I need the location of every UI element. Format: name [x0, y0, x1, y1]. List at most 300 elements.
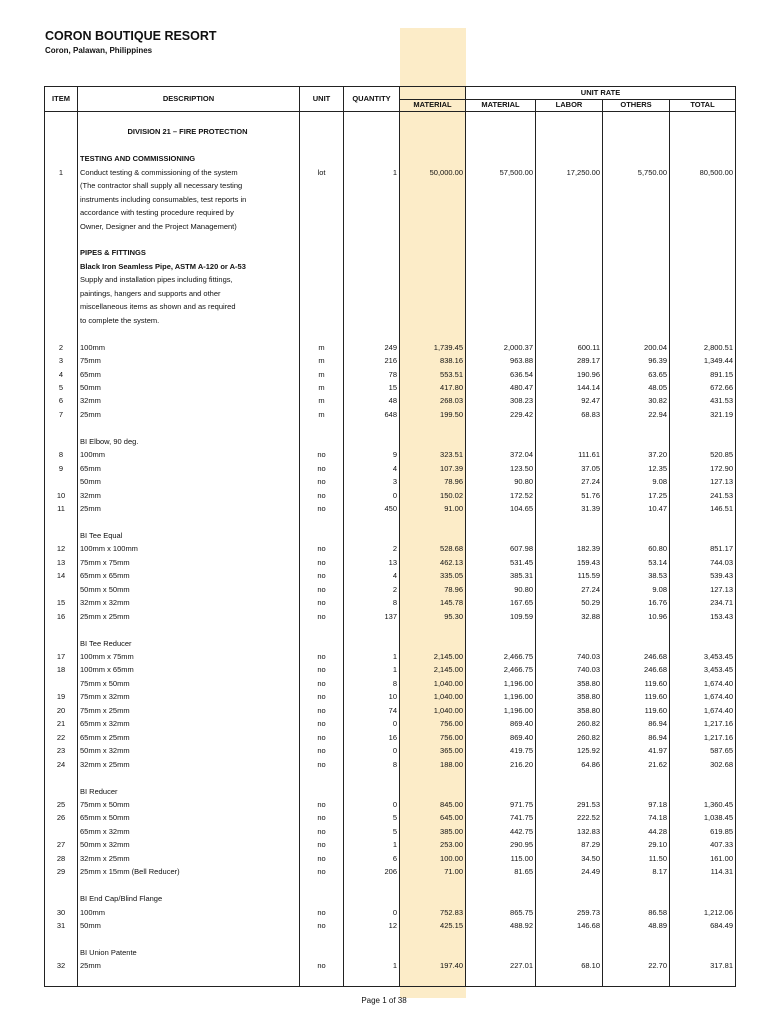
cell-mat-hl: [400, 327, 466, 340]
cell-mat-hl: 385.00: [400, 825, 466, 838]
cell-others: [603, 933, 670, 946]
cell-desc: 50mm x 32mm: [78, 838, 300, 851]
page-number: Page 1 of 38: [361, 996, 407, 1005]
table-row: [45, 368, 736, 381]
table-row: [45, 596, 736, 609]
cell-others: [603, 300, 670, 313]
cell-unit: [300, 421, 344, 434]
cell-desc: 25mm x 25mm: [78, 610, 300, 623]
cell-mat-hl: 107.39: [400, 462, 466, 475]
cell-item: [45, 233, 78, 246]
description-row: [45, 529, 736, 542]
cell-others: [603, 529, 670, 542]
cell-unit: [300, 287, 344, 300]
cell-mat: [466, 300, 536, 313]
cell-item: 23: [45, 744, 78, 757]
cell-labor: 289.17: [536, 354, 603, 367]
table-row: [45, 838, 736, 851]
cell-total: [670, 421, 736, 434]
table-row: [45, 677, 736, 690]
cell-mat-hl: [400, 246, 466, 259]
cell-desc: miscellaneous items as shown and as required: [78, 300, 300, 313]
cell-mat: 385.31: [466, 569, 536, 582]
cell-qty: 0: [344, 717, 400, 730]
spacer-row: [45, 233, 736, 246]
cell-total: [670, 435, 736, 448]
cell-qty: 648: [344, 408, 400, 421]
cell-labor: [536, 623, 603, 636]
cell-mat-hl: 425.15: [400, 919, 466, 932]
cell-unit: no: [300, 556, 344, 569]
cell-item: 30: [45, 906, 78, 919]
table-row: [45, 731, 736, 744]
cell-others: [603, 516, 670, 529]
cell-others: [603, 287, 670, 300]
cell-labor: 92.47: [536, 394, 603, 407]
cell-mat-hl: 365.00: [400, 744, 466, 757]
cell-others: [603, 314, 670, 327]
cell-qty: [344, 260, 400, 273]
cell-mat-hl: 95.30: [400, 610, 466, 623]
cell-desc: paintings, hangers and supports and other: [78, 287, 300, 300]
cell-unit: [300, 300, 344, 313]
cell-others: 10.96: [603, 610, 670, 623]
cell-mat-hl: [400, 193, 466, 206]
cell-total: 587.65: [670, 744, 736, 757]
cell-mat: 123.50: [466, 462, 536, 475]
cell-desc: 100mm: [78, 448, 300, 461]
cell-total: [670, 206, 736, 219]
cell-mat-hl: 528.68: [400, 542, 466, 555]
cell-total: 407.33: [670, 838, 736, 851]
cell-mat: 90.80: [466, 475, 536, 488]
cell-desc: 25mm: [78, 959, 300, 972]
cell-item: [45, 879, 78, 892]
cell-total: [670, 892, 736, 905]
cell-item: 10: [45, 489, 78, 502]
cell-mat: [466, 421, 536, 434]
cell-mat-hl: 417.80: [400, 381, 466, 394]
cell-others: 74.18: [603, 811, 670, 824]
cell-labor: [536, 139, 603, 152]
cell-item: [45, 152, 78, 165]
cell-item: 9: [45, 462, 78, 475]
cell-mat: [466, 233, 536, 246]
cell-total: [670, 287, 736, 300]
cell-others: [603, 246, 670, 259]
cell-item: [45, 933, 78, 946]
cell-item: [45, 475, 78, 488]
cell-mat: 1,196.00: [466, 690, 536, 703]
cell-mat: 488.92: [466, 919, 536, 932]
cell-desc: BI Tee Equal: [78, 529, 300, 542]
cell-qty: 6: [344, 852, 400, 865]
cell-total: 1,674.40: [670, 677, 736, 690]
cell-item: 2: [45, 341, 78, 354]
cell-unit: [300, 246, 344, 259]
cell-qty: 5: [344, 825, 400, 838]
cell-others: 96.39: [603, 354, 670, 367]
cell-qty: [344, 300, 400, 313]
cell-unit: no: [300, 663, 344, 676]
cell-total: [670, 233, 736, 246]
cell-mat: [466, 139, 536, 152]
cell-desc: [78, 233, 300, 246]
description-row: [45, 273, 736, 286]
cell-unit: m: [300, 341, 344, 354]
description-row: [45, 125, 736, 138]
bill-of-quantities-table: [44, 86, 736, 987]
description-row: [45, 435, 736, 448]
cell-labor: 50.29: [536, 596, 603, 609]
cell-others: [603, 179, 670, 192]
cell-mat-hl: [400, 771, 466, 784]
cell-mat: [466, 112, 536, 126]
cell-labor: [536, 220, 603, 233]
cell-mat-hl: 1,040.00: [400, 704, 466, 717]
cell-unit: m: [300, 354, 344, 367]
cell-item: 6: [45, 394, 78, 407]
cell-mat: [466, 785, 536, 798]
cell-labor: 146.68: [536, 919, 603, 932]
cell-unit: no: [300, 825, 344, 838]
cell-item: 26: [45, 811, 78, 824]
cell-mat: [466, 260, 536, 273]
table-row: [45, 381, 736, 394]
cell-others: [603, 637, 670, 650]
cell-total: 80,500.00: [670, 166, 736, 179]
cell-total: 520.85: [670, 448, 736, 461]
cell-mat: 81.65: [466, 865, 536, 878]
cell-mat: 308.23: [466, 394, 536, 407]
cell-others: [603, 421, 670, 434]
cell-item: [45, 677, 78, 690]
cell-mat-hl: 145.78: [400, 596, 466, 609]
cell-qty: [344, 973, 400, 987]
cell-item: 17: [45, 650, 78, 663]
cell-labor: 190.96: [536, 368, 603, 381]
cell-unit: [300, 139, 344, 152]
cell-others: 48.89: [603, 919, 670, 932]
cell-others: 86.94: [603, 717, 670, 730]
cell-mat: 963.88: [466, 354, 536, 367]
cell-unit: [300, 435, 344, 448]
cell-item: [45, 193, 78, 206]
cell-mat: [466, 892, 536, 905]
cell-qty: [344, 435, 400, 448]
cell-item: [45, 421, 78, 434]
cell-mat-hl: 838.16: [400, 354, 466, 367]
header-unit: UNIT: [300, 87, 344, 112]
cell-unit: no: [300, 583, 344, 596]
cell-mat-hl: 645.00: [400, 811, 466, 824]
cell-labor: [536, 435, 603, 448]
cell-mat: [466, 879, 536, 892]
cell-qty: [344, 892, 400, 905]
cell-labor: [536, 125, 603, 138]
table-row: [45, 448, 736, 461]
cell-desc: 100mm x 75mm: [78, 650, 300, 663]
table-row: [45, 489, 736, 502]
cell-mat-hl: [400, 220, 466, 233]
cell-mat: 442.75: [466, 825, 536, 838]
cell-mat: 2,000.37: [466, 341, 536, 354]
spacer-row: [45, 973, 736, 987]
cell-item: [45, 973, 78, 987]
cell-others: 53.14: [603, 556, 670, 569]
cell-mat-hl: 335.05: [400, 569, 466, 582]
cell-desc: [78, 516, 300, 529]
table-row: [45, 744, 736, 757]
cell-total: [670, 946, 736, 959]
cell-labor: [536, 327, 603, 340]
cell-others: [603, 125, 670, 138]
cell-total: 2,800.51: [670, 341, 736, 354]
cell-others: [603, 623, 670, 636]
cell-total: 3,453.45: [670, 650, 736, 663]
cell-mat-hl: [400, 206, 466, 219]
cell-qty: 1: [344, 166, 400, 179]
cell-qty: 5: [344, 811, 400, 824]
cell-unit: [300, 314, 344, 327]
cell-mat-hl: 78.96: [400, 583, 466, 596]
description-row: [45, 314, 736, 327]
cell-qty: [344, 233, 400, 246]
cell-labor: 132.83: [536, 825, 603, 838]
cell-mat-hl: 1,739.45: [400, 341, 466, 354]
cell-labor: 31.39: [536, 502, 603, 515]
cell-mat: [466, 973, 536, 987]
cell-desc: instruments including consumables, test reports in: [78, 193, 300, 206]
cell-desc: 65mm x 25mm: [78, 731, 300, 744]
cell-total: [670, 179, 736, 192]
cell-unit: [300, 892, 344, 905]
cell-unit: m: [300, 394, 344, 407]
cell-mat: 869.40: [466, 731, 536, 744]
cell-unit: no: [300, 569, 344, 582]
cell-total: 1,038.45: [670, 811, 736, 824]
cell-mat-hl: [400, 529, 466, 542]
cell-qty: 74: [344, 704, 400, 717]
cell-mat: 531.45: [466, 556, 536, 569]
cell-others: [603, 193, 670, 206]
cell-total: 744.03: [670, 556, 736, 569]
cell-mat-hl: 150.02: [400, 489, 466, 502]
table-body: [45, 112, 736, 987]
cell-total: [670, 529, 736, 542]
cell-desc: [78, 139, 300, 152]
cell-qty: 1: [344, 663, 400, 676]
cell-unit: [300, 946, 344, 959]
cell-unit: m: [300, 381, 344, 394]
cell-mat: 480.47: [466, 381, 536, 394]
cell-mat-hl: 323.51: [400, 448, 466, 461]
description-row: [45, 946, 736, 959]
cell-total: [670, 785, 736, 798]
cell-labor: [536, 314, 603, 327]
table-row: [45, 502, 736, 515]
cell-item: 25: [45, 798, 78, 811]
cell-others: [603, 946, 670, 959]
cell-qty: [344, 879, 400, 892]
header-material: MATERIAL: [466, 99, 536, 112]
cell-total: [670, 220, 736, 233]
header-material-highlighted: MATERIAL: [400, 99, 466, 112]
cell-desc: Conduct testing & commissioning of the system: [78, 166, 300, 179]
cell-labor: 125.92: [536, 744, 603, 757]
cell-unit: [300, 260, 344, 273]
cell-unit: [300, 206, 344, 219]
cell-mat: 607.98: [466, 542, 536, 555]
cell-mat-hl: [400, 287, 466, 300]
cell-item: 29: [45, 865, 78, 878]
header-blank: [400, 87, 466, 100]
cell-mat-hl: [400, 314, 466, 327]
cell-unit: [300, 623, 344, 636]
cell-mat-hl: [400, 637, 466, 650]
cell-mat-hl: 188.00: [400, 758, 466, 771]
cell-desc: 75mm x 50mm: [78, 798, 300, 811]
cell-unit: [300, 193, 344, 206]
cell-unit: [300, 220, 344, 233]
cell-labor: [536, 193, 603, 206]
cell-unit: [300, 125, 344, 138]
cell-labor: [536, 785, 603, 798]
cell-others: 17.25: [603, 489, 670, 502]
description-row: [45, 637, 736, 650]
cell-desc: 50mm: [78, 919, 300, 932]
cell-qty: [344, 933, 400, 946]
cell-others: 29.10: [603, 838, 670, 851]
cell-item: 12: [45, 542, 78, 555]
cell-labor: 115.59: [536, 569, 603, 582]
cell-mat-hl: 100.00: [400, 852, 466, 865]
cell-mat: [466, 314, 536, 327]
cell-qty: [344, 785, 400, 798]
cell-qty: 12: [344, 919, 400, 932]
cell-unit: [300, 152, 344, 165]
cell-labor: [536, 637, 603, 650]
description-row: [45, 193, 736, 206]
cell-unit: no: [300, 677, 344, 690]
cell-unit: [300, 273, 344, 286]
cell-others: 119.60: [603, 704, 670, 717]
cell-desc: BI Tee Reducer: [78, 637, 300, 650]
cell-total: 241.53: [670, 489, 736, 502]
cell-desc: [78, 879, 300, 892]
cell-total: 317.81: [670, 959, 736, 972]
cell-unit: m: [300, 408, 344, 421]
spacer-row: [45, 879, 736, 892]
cell-others: 8.17: [603, 865, 670, 878]
cell-qty: 1: [344, 838, 400, 851]
cell-labor: 51.76: [536, 489, 603, 502]
cell-mat: 419.75: [466, 744, 536, 757]
spacer-row: [45, 516, 736, 529]
cell-others: [603, 327, 670, 340]
cell-others: 9.08: [603, 583, 670, 596]
cell-item: [45, 246, 78, 259]
cell-desc: [78, 933, 300, 946]
cell-labor: 144.14: [536, 381, 603, 394]
cell-others: [603, 785, 670, 798]
cell-mat: 109.59: [466, 610, 536, 623]
cell-others: [603, 206, 670, 219]
cell-labor: 740.03: [536, 663, 603, 676]
cell-mat-hl: [400, 125, 466, 138]
cell-unit: [300, 637, 344, 650]
table-row: [45, 610, 736, 623]
cell-total: 114.31: [670, 865, 736, 878]
cell-desc: 65mm x 65mm: [78, 569, 300, 582]
cell-qty: [344, 327, 400, 340]
cell-qty: 8: [344, 677, 400, 690]
cell-item: 8: [45, 448, 78, 461]
table-row: [45, 852, 736, 865]
cell-unit: no: [300, 475, 344, 488]
cell-unit: [300, 771, 344, 784]
table-row: [45, 354, 736, 367]
cell-total: [670, 314, 736, 327]
cell-desc: 100mm: [78, 341, 300, 354]
cell-mat: [466, 152, 536, 165]
cell-qty: [344, 206, 400, 219]
cell-unit: no: [300, 959, 344, 972]
table-row: [45, 475, 736, 488]
cell-item: 5: [45, 381, 78, 394]
cell-total: 619.85: [670, 825, 736, 838]
cell-desc: BI Union Patente: [78, 946, 300, 959]
header-description: DESCRIPTION: [78, 87, 300, 112]
cell-labor: 17,250.00: [536, 166, 603, 179]
cell-mat: 115.00: [466, 852, 536, 865]
cell-labor: [536, 300, 603, 313]
cell-labor: [536, 421, 603, 434]
cell-others: 5,750.00: [603, 166, 670, 179]
cell-desc: [78, 112, 300, 126]
description-row: [45, 287, 736, 300]
cell-labor: [536, 933, 603, 946]
cell-qty: 3: [344, 475, 400, 488]
cell-unit: no: [300, 704, 344, 717]
description-row: [45, 152, 736, 165]
cell-mat: 636.54: [466, 368, 536, 381]
cell-others: 60.80: [603, 542, 670, 555]
cell-labor: 259.73: [536, 906, 603, 919]
cell-total: [670, 193, 736, 206]
cell-mat-hl: [400, 879, 466, 892]
cell-qty: 48: [344, 394, 400, 407]
cell-mat: 290.95: [466, 838, 536, 851]
cell-desc: 65mm: [78, 368, 300, 381]
cell-unit: [300, 879, 344, 892]
cell-total: [670, 273, 736, 286]
cell-desc: 50mm: [78, 475, 300, 488]
cell-unit: [300, 327, 344, 340]
cell-others: [603, 233, 670, 246]
cell-total: 234.71: [670, 596, 736, 609]
cell-mat: 104.65: [466, 502, 536, 515]
cell-mat: [466, 273, 536, 286]
cell-mat: [466, 206, 536, 219]
cell-labor: 222.52: [536, 811, 603, 824]
cell-desc: 65mm x 32mm: [78, 717, 300, 730]
cell-total: [670, 246, 736, 259]
cell-total: 1,360.45: [670, 798, 736, 811]
cell-total: [670, 879, 736, 892]
cell-mat: 227.01: [466, 959, 536, 972]
cell-total: [670, 139, 736, 152]
